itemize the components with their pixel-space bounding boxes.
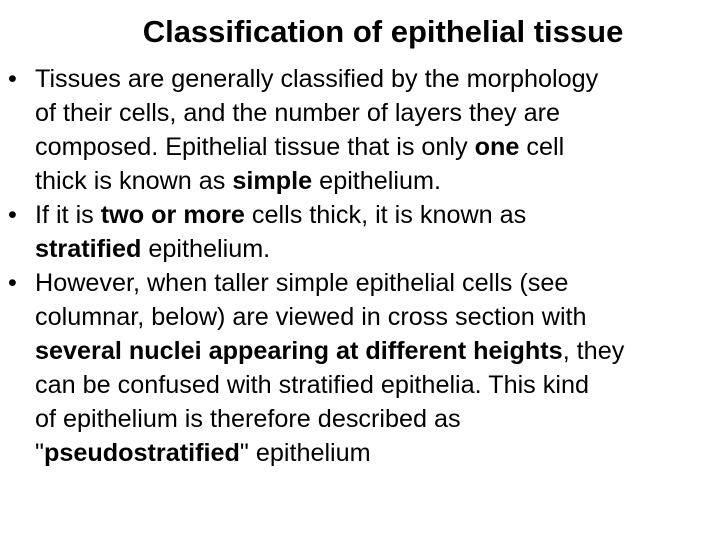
text-span: thick is known as <box>35 167 233 195</box>
bullet-text-line <box>35 436 714 470</box>
bold-text-span: several nuclei appearing at different heights <box>35 337 563 365</box>
bullet-list <box>8 62 714 470</box>
text-span: composed. Epithelial tissue that is only <box>35 133 475 161</box>
text-span: If it is <box>35 201 101 229</box>
text-span: However, when taller simple epithelial cells (see <box>35 269 569 297</box>
bold-text-span: stratified <box>35 235 142 263</box>
bold-text-span: one <box>474 133 520 161</box>
text-span: can be confused with stratified epithelia. This kind <box>35 371 589 399</box>
bullet-item <box>8 62 714 198</box>
bullet-text-line <box>35 402 714 436</box>
bullet-text-line <box>35 334 714 368</box>
bullet-text-line <box>35 130 714 164</box>
bullet-text-line <box>35 266 714 300</box>
bullet-dot-icon: • <box>8 201 17 229</box>
text-span: " <box>35 439 44 467</box>
bold-text-span: simple <box>232 167 313 195</box>
bullet-text-line <box>35 164 714 198</box>
text-span: of their cells, and the number of layers they are <box>35 99 561 127</box>
bullet-text-line <box>35 232 714 266</box>
text-span: " epithelium <box>239 439 371 467</box>
text-span: epithelium. <box>312 167 441 195</box>
slide-title: Classification of epithelial tissue <box>142 14 624 49</box>
bullet-text-line <box>35 96 714 130</box>
bullet-text-line <box>35 198 714 232</box>
text-span: columnar, below) are viewed in cross section with <box>35 303 587 331</box>
bullet-item <box>8 266 714 470</box>
bold-text-span: pseudostratified <box>43 439 240 467</box>
bullet-text-line <box>35 62 714 96</box>
text-span: cells thick, it is known as <box>244 201 527 229</box>
bullet-dot-icon: • <box>8 269 17 297</box>
bullet-text-line <box>35 368 714 402</box>
bold-text-span: two or more <box>100 201 245 229</box>
text-span: Tissues are generally classified by the morphology <box>35 65 599 93</box>
bullet-item <box>8 198 714 266</box>
bullet-text-line <box>35 300 714 334</box>
text-span: epithelium. <box>141 235 271 263</box>
text-span: , they <box>562 337 625 365</box>
text-span: cell <box>519 133 565 161</box>
text-span: of epithelium is therefore described as <box>35 405 461 433</box>
bullet-dot-icon: • <box>8 65 17 93</box>
